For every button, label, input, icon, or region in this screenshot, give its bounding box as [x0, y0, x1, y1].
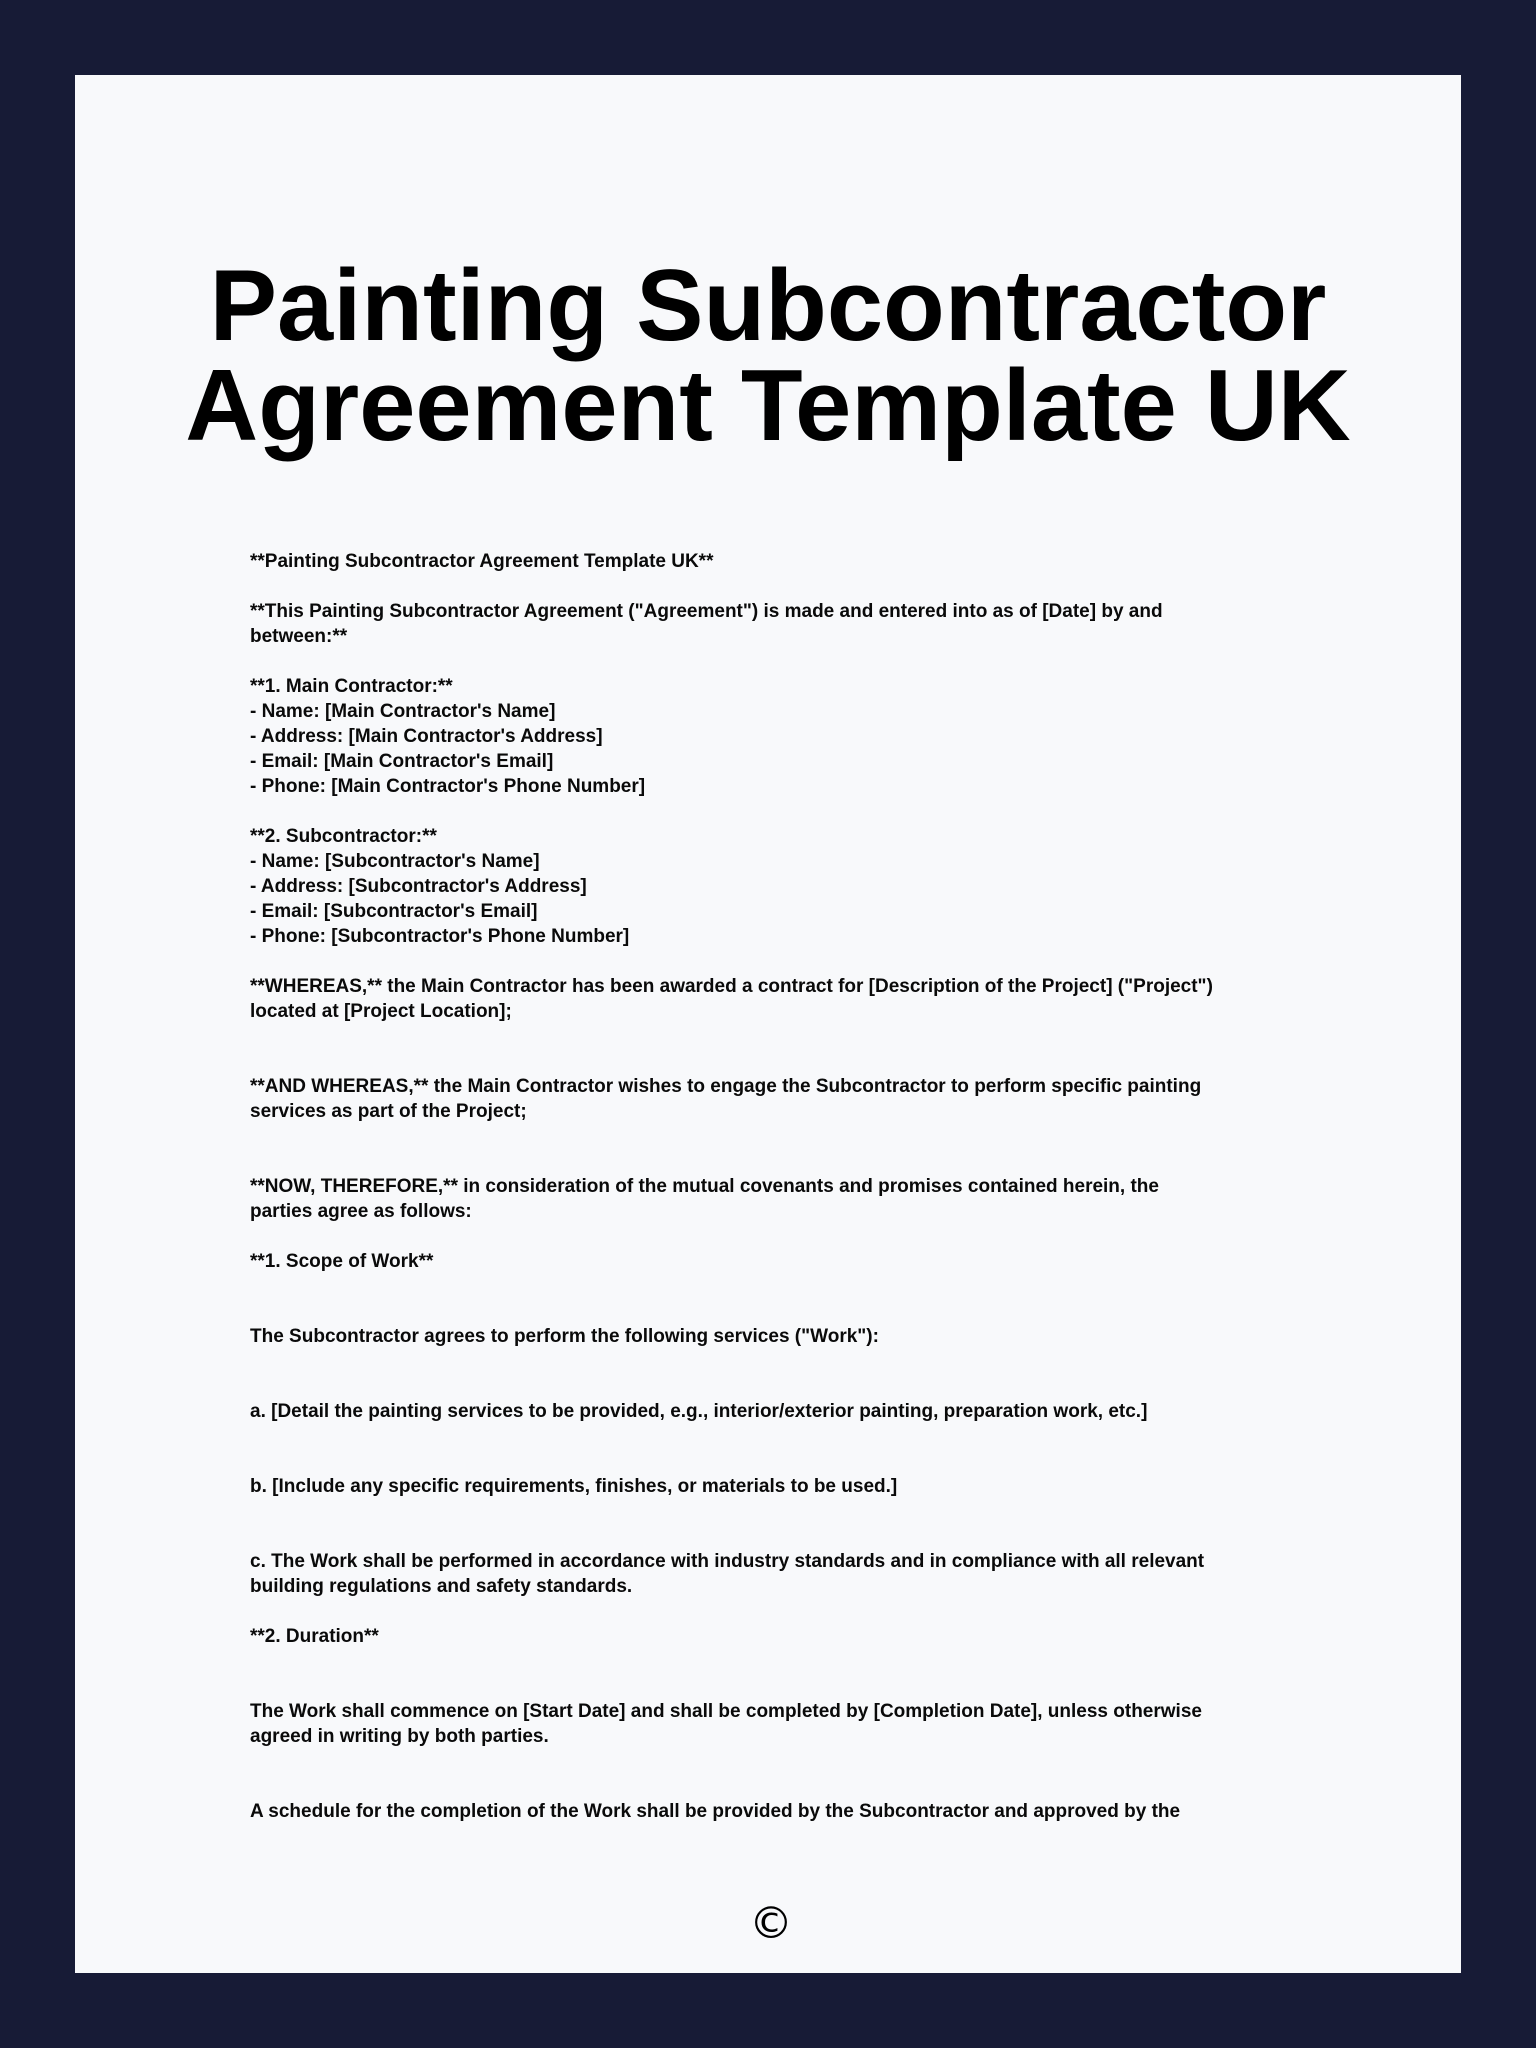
subcontractor-email: - Email: [Subcontractor's Email]: [250, 901, 538, 922]
agreement-heading: **Painting Subcontractor Agreement Template UK**: [250, 551, 714, 572]
intro-line-1: **This Painting Subcontractor Agreement ("Agreement") is made and entered into as of [Date] by and: [250, 601, 1163, 622]
duration-commence-line-2: agreed in writing by both parties.: [250, 1726, 549, 1747]
scope-item-b: b. [Include any specific requirements, finishes, or materials to be used.]: [250, 1476, 898, 1497]
whereas-line-2: located at [Project Location];: [250, 1001, 512, 1022]
copyright-icon: ©: [749, 1898, 793, 1949]
document-title: [75, 250, 1461, 462]
main-contractor-heading: **1. Main Contractor:**: [250, 676, 453, 697]
whereas-line-1: **WHEREAS,** the Main Contractor has been awarded a contract for [Description of the Project] ("Project"): [250, 976, 1213, 997]
scope-item-c-line-2: building regulations and safety standards.: [250, 1576, 633, 1597]
and-whereas-line-1: **AND WHEREAS,** the Main Contractor wishes to engage the Subcontractor to perform specific painting: [250, 1076, 1202, 1097]
main-contractor-name: - Name: [Main Contractor's Name]: [250, 701, 556, 722]
now-therefore-line-1: **NOW, THEREFORE,** in consideration of the mutual covenants and promises contained herein, the: [250, 1176, 1159, 1197]
subcontractor-heading: **2. Subcontractor:**: [250, 826, 437, 847]
main-contractor-address: - Address: [Main Contractor's Address]: [250, 726, 603, 747]
scope-heading: **1. Scope of Work**: [250, 1251, 434, 1272]
scope-intro: The Subcontractor agrees to perform the following services ("Work"):: [250, 1326, 879, 1347]
now-therefore-line-2: parties agree as follows:: [250, 1201, 472, 1222]
main-contractor-email: - Email: [Main Contractor's Email]: [250, 751, 554, 772]
title-line-1: Painting Subcontractor: [209, 250, 1327, 362]
subcontractor-name: - Name: [Subcontractor's Name]: [250, 851, 540, 872]
and-whereas-line-2: services as part of the Project;: [250, 1101, 527, 1122]
subcontractor-phone: - Phone: [Subcontractor's Phone Number]: [250, 926, 630, 947]
title-line-2: Agreement Template UK: [185, 350, 1351, 462]
document-page: [75, 75, 1461, 1973]
duration-commence-line-1: The Work shall commence on [Start Date] and shall be completed by [Completion Date], unless otherwise: [250, 1701, 1202, 1722]
intro-line-2: between:**: [250, 626, 348, 647]
scope-item-a: a. [Detail the painting services to be provided, e.g., interior/exterior painting, preparation work, etc.]: [250, 1401, 1148, 1422]
main-contractor-phone: - Phone: [Main Contractor's Phone Number]: [250, 776, 646, 797]
scope-item-c-line-1: c. The Work shall be performed in accordance with industry standards and in compliance with all relevant: [250, 1551, 1205, 1572]
subcontractor-address: - Address: [Subcontractor's Address]: [250, 876, 587, 897]
duration-heading: **2. Duration**: [250, 1626, 379, 1647]
duration-schedule: A schedule for the completion of the Work shall be provided by the Subcontractor and approved by the: [250, 1801, 1181, 1822]
